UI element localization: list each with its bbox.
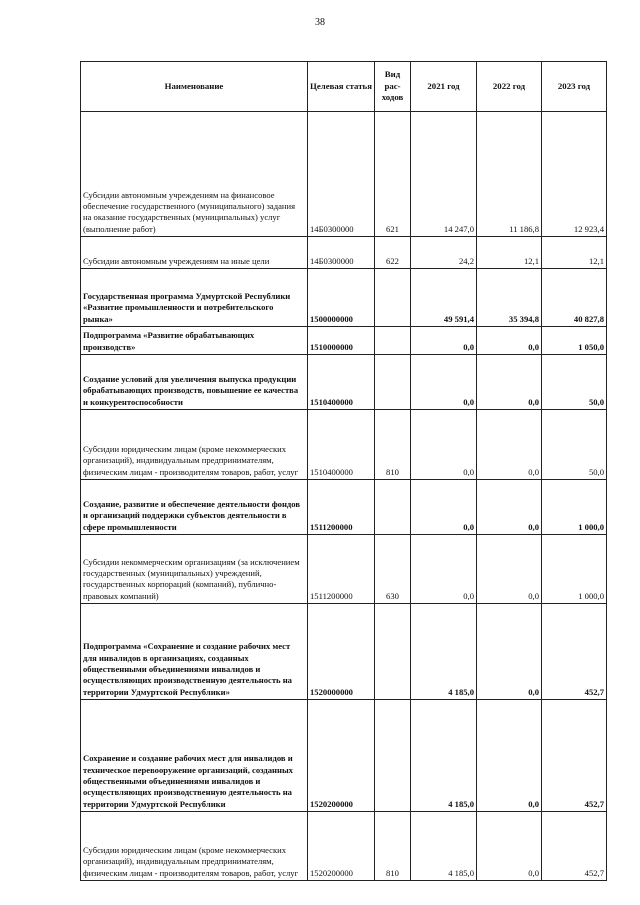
row-expense-kind: 810	[375, 812, 411, 881]
row-target-article: 14Б0300000	[308, 237, 375, 269]
row-name: Субсидии автономным учреждениям на иные цели	[81, 237, 308, 269]
row-target-article: 1520200000	[308, 812, 375, 881]
row-2023: 40 827,8	[542, 269, 607, 327]
row-target-article: 1510400000	[308, 355, 375, 410]
row-2022: 35 394,8	[477, 269, 542, 327]
row-2023: 452,7	[542, 700, 607, 812]
row-2022: 12,1	[477, 237, 542, 269]
row-2023: 12 923,4	[542, 112, 607, 237]
row-target-article: 14Б0300000	[308, 112, 375, 237]
row-2021: 4 185,0	[411, 604, 477, 700]
row-2023: 452,7	[542, 604, 607, 700]
row-name: Субсидии юридическим лицам (кроме некоммерческих организаций), индивидуальным предпринимателям, физическим лицам - производителям товаров, работ, услуг	[81, 410, 308, 480]
row-2021: 49 591,4	[411, 269, 477, 327]
row-2022: 0,0	[477, 410, 542, 480]
row-2021: 0,0	[411, 355, 477, 410]
row-2023: 1 000,0	[542, 480, 607, 535]
row-target-article: 1520200000	[308, 700, 375, 812]
row-expense-kind: 630	[375, 535, 411, 604]
row-expense-kind	[375, 269, 411, 327]
row-target-article: 1510000000	[308, 327, 375, 355]
table-row	[81, 480, 607, 535]
row-name: Субсидии некоммерческим организациям (за исключением государственных (муниципальных) учреждений, государственных корпораций (компаний), публично-правовых компаний)	[81, 535, 308, 604]
row-2021: 0,0	[411, 480, 477, 535]
table-row	[81, 604, 607, 700]
row-2022: 0,0	[477, 355, 542, 410]
header-2022: 2022 год	[477, 62, 542, 112]
row-2023: 452,7	[542, 812, 607, 881]
budget-table	[80, 61, 607, 881]
row-2021: 0,0	[411, 327, 477, 355]
table-row	[81, 700, 607, 812]
header-target-article: Целевая статья	[308, 62, 375, 112]
row-name: Создание, развитие и обеспечение деятельности фондов и организаций поддержки субъектов деятельности в сфере промышленности	[81, 480, 308, 535]
row-2023: 12,1	[542, 237, 607, 269]
row-2023: 1 000,0	[542, 535, 607, 604]
header-2021: 2021 год	[411, 62, 477, 112]
row-target-article: 1520000000	[308, 604, 375, 700]
row-2021: 0,0	[411, 410, 477, 480]
row-2021: 4 185,0	[411, 812, 477, 881]
row-name: Государственная программа Удмуртской Республики «Развитие промышленности и потребительского рынка»	[81, 269, 308, 327]
row-2022: 11 186,8	[477, 112, 542, 237]
row-2022: 0,0	[477, 700, 542, 812]
row-name: Создание условий для увеличения выпуска продукции обрабатывающих производств, повышение ее качества и конкурентоспособности	[81, 355, 308, 410]
row-2023: 50,0	[542, 410, 607, 480]
row-target-article: 1511200000	[308, 535, 375, 604]
row-2023: 50,0	[542, 355, 607, 410]
table-row	[81, 535, 607, 604]
row-expense-kind	[375, 604, 411, 700]
row-expense-kind	[375, 480, 411, 535]
row-target-article: 1510400000	[308, 410, 375, 480]
header-2023: 2023 год	[542, 62, 607, 112]
row-2022: 0,0	[477, 535, 542, 604]
row-expense-kind	[375, 355, 411, 410]
row-2022: 0,0	[477, 480, 542, 535]
header-name: Наименование	[81, 62, 308, 112]
table-row	[81, 812, 607, 881]
row-2021: 24,2	[411, 237, 477, 269]
row-2023: 1 050,0	[542, 327, 607, 355]
row-expense-kind: 622	[375, 237, 411, 269]
row-expense-kind: 810	[375, 410, 411, 480]
row-2021: 14 247,0	[411, 112, 477, 237]
page-number: 38	[315, 17, 325, 28]
row-expense-kind	[375, 700, 411, 812]
row-target-article: 1511200000	[308, 480, 375, 535]
table-header-row	[81, 62, 607, 112]
header-expense-kind: Вид рас-ходов	[375, 62, 411, 112]
row-target-article: 1500000000	[308, 269, 375, 327]
row-name: Субсидии автономным учреждениям на финансовое обеспечение государственного (муниципального) задания на оказание государственных (муниципальных) услуг (выполнение работ)	[81, 112, 308, 237]
row-2021: 4 185,0	[411, 700, 477, 812]
row-name: Субсидии юридическим лицам (кроме некоммерческих организаций), индивидуальным предпринимателям, физическим лицам - производителям товаров, работ, услуг	[81, 812, 308, 881]
row-name: Подпрограмма «Развитие обрабатывающих производств»	[81, 327, 308, 355]
row-expense-kind: 621	[375, 112, 411, 237]
row-2022: 0,0	[477, 604, 542, 700]
table-row	[81, 269, 607, 327]
row-2021: 0,0	[411, 535, 477, 604]
table-row	[81, 410, 607, 480]
row-name: Сохранение и создание рабочих мест для инвалидов и техническое перевооружение организаций, созданных общественными объединениями инвалидов и осуществляющих производственную деятельность на территории Удмуртской Республики	[81, 700, 308, 812]
table-row	[81, 355, 607, 410]
row-2022: 0,0	[477, 327, 542, 355]
table-row	[81, 112, 607, 237]
table-row	[81, 237, 607, 269]
row-2022: 0,0	[477, 812, 542, 881]
table-row	[81, 327, 607, 355]
row-expense-kind	[375, 327, 411, 355]
row-name: Подпрограмма «Сохранение и создание рабочих мест для инвалидов в организациях, созданных общественными объединениями инвалидов и осуществляющих производственную деятельность на территории Удмуртской Республики»	[81, 604, 308, 700]
